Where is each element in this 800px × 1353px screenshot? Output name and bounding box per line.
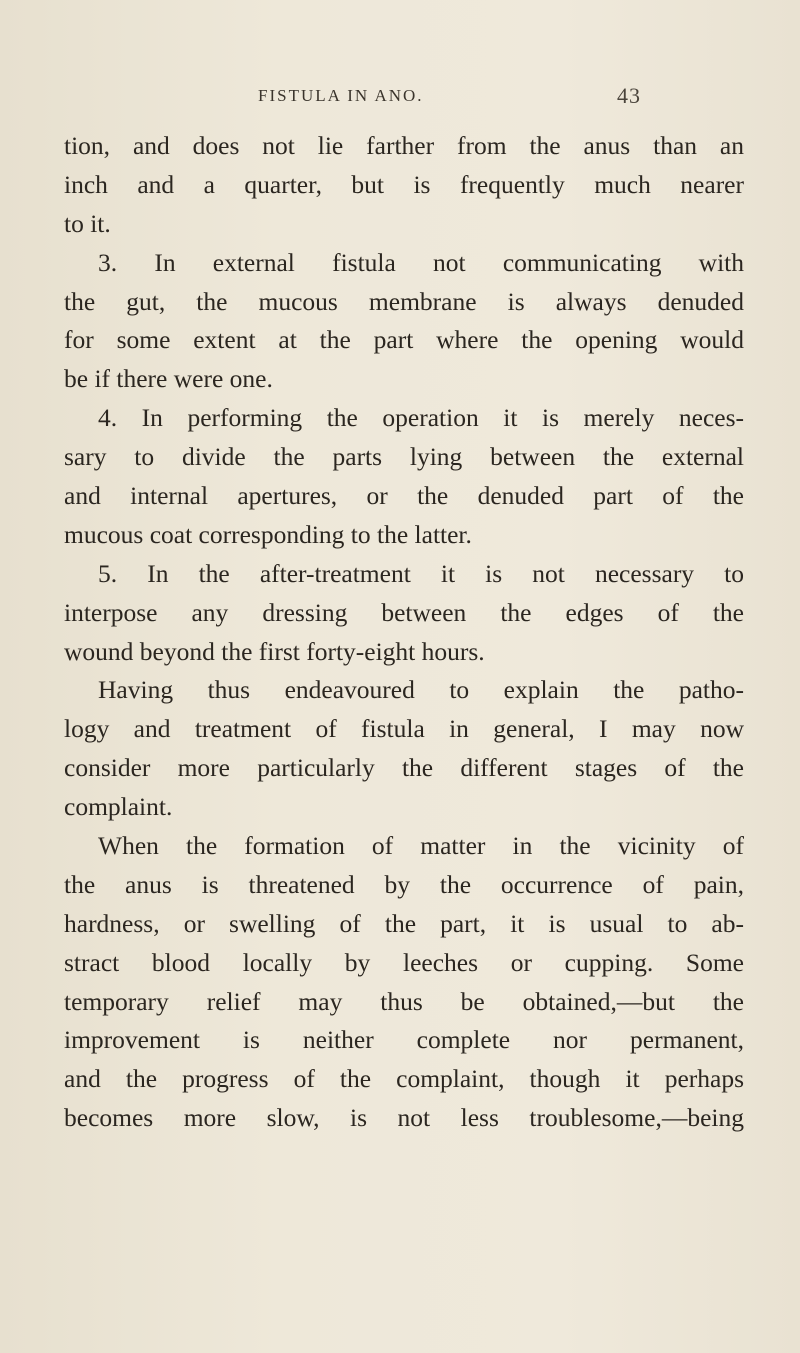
text-line: hardness, or swelling of the part, it is usual to ab- (64, 908, 744, 938)
text-line: and the progress of the complaint, though it perhaps (64, 1064, 744, 1094)
running-head: FISTULA IN ANO. (258, 86, 424, 105)
text-line: sary to divide the parts lying between the external (64, 442, 744, 472)
text-line: becomes more slow, is not less troublesome,—being (64, 1103, 744, 1133)
text-line: When the formation of matter in the vicinity of (98, 831, 744, 861)
text-line: logy and treatment of fistula in general, I may now (64, 714, 744, 744)
text-line: the anus is threatened by the occurrence of pain, (64, 869, 744, 899)
text-line: 4. In performing the operation it is merely neces- (98, 403, 744, 433)
text-line: interpose any dressing between the edges of the (64, 597, 744, 627)
text-line: be if there were one. (64, 364, 273, 394)
text-line: 5. In the after-treatment it is not necessary to (98, 558, 744, 588)
text-line: the gut, the mucous membrane is always denuded (64, 286, 744, 316)
text-line: consider more particularly the different stages of the (64, 753, 744, 783)
text-line: 3. In external fistula not communicating with (98, 247, 744, 277)
text-line: for some extent at the part where the opening would (64, 325, 744, 355)
body-text (64, 127, 744, 1138)
text-line: complaint. (64, 792, 173, 822)
text-line: mucous coat corresponding to the latter. (64, 519, 472, 549)
page-number: 43 (617, 83, 641, 108)
text-line: to it. (64, 208, 111, 238)
text-line: tion, and does not lie farther from the anus than an (64, 131, 744, 160)
text-line: wound beyond the first forty-eight hours. (64, 636, 485, 666)
text-line: inch and a quarter, but is frequently much nearer (64, 169, 744, 199)
text-line: temporary relief may thus be obtained,—but the (64, 986, 744, 1016)
text-line: and internal apertures, or the denuded part of the (64, 481, 744, 511)
text-line: Having thus endeavoured to explain the patho- (98, 675, 744, 705)
text-line: stract blood locally by leeches or cupping. Some (64, 947, 744, 977)
text-line: improvement is neither complete nor permanent, (64, 1025, 744, 1055)
